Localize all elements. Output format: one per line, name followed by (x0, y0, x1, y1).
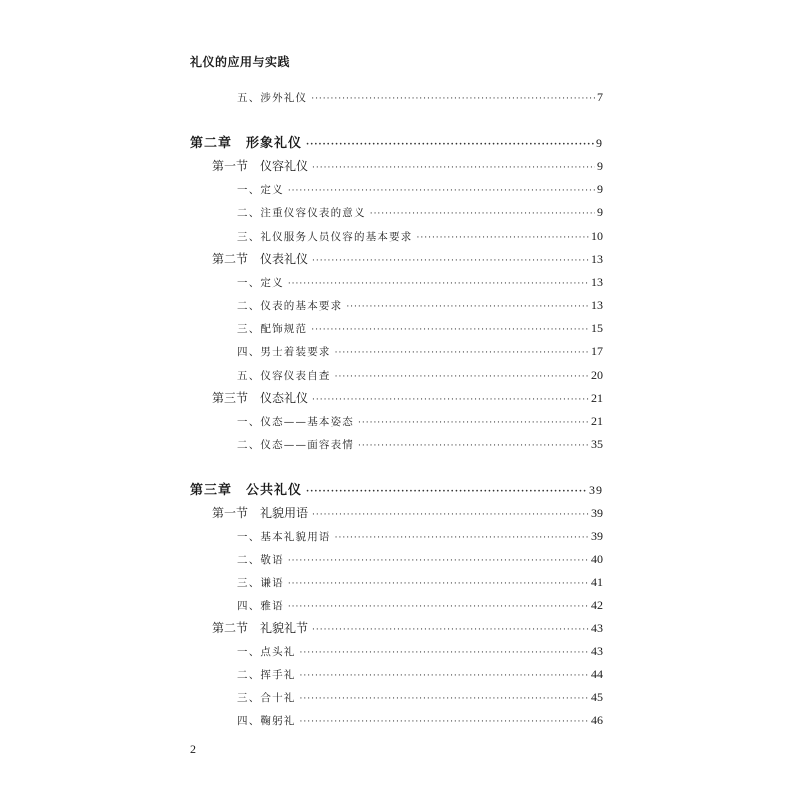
toc-section-label: 第二节 礼貌礼节 (212, 621, 309, 635)
toc-entry-page: 35 (591, 437, 603, 451)
toc-chapter (190, 479, 603, 501)
dot-leader (312, 250, 589, 272)
toc-chapter-page: 9 (596, 136, 603, 150)
toc-entry-page: 20 (591, 368, 603, 382)
toc-entry (237, 364, 603, 386)
page-number: 2 (190, 742, 196, 756)
dot-leader (300, 642, 590, 664)
toc-entry-page: 44 (591, 667, 603, 681)
toc-entry-label: 一、点头礼 (237, 646, 296, 658)
toc-entry-label: 四、雅语 (237, 600, 284, 612)
toc-entry (237, 225, 603, 247)
dot-leader (370, 203, 595, 225)
toc-section (212, 387, 603, 409)
toc-entry-page: 39 (591, 529, 603, 543)
toc-entry (237, 433, 603, 455)
toc-entry-page: 40 (591, 552, 603, 566)
toc-entry-label: 三、礼仪服务人员仪容的基本要求 (237, 231, 413, 243)
toc-entry-page: 45 (591, 690, 603, 704)
toc-chapter-label: 第二章 形象礼仪 (190, 136, 303, 151)
toc-entry (237, 663, 603, 685)
dot-leader (288, 573, 589, 595)
dot-leader (312, 389, 589, 411)
toc-section-page: 43 (591, 621, 603, 635)
toc-entry-label: 四、男士着装要求 (237, 346, 331, 358)
toc-entry (237, 709, 603, 731)
dot-leader (306, 481, 587, 503)
toc-entry-page: 43 (591, 644, 603, 658)
toc-entry-page: 21 (591, 414, 603, 428)
dot-leader (335, 527, 589, 549)
toc-section-page: 21 (591, 391, 603, 405)
dot-leader (288, 180, 595, 202)
dot-leader (300, 688, 590, 710)
toc-entry (237, 317, 603, 339)
toc-entry-label: 一、基本礼貌用语 (237, 531, 331, 543)
toc-section-label: 第三节 仪态礼仪 (212, 391, 309, 405)
toc-section-page: 13 (591, 252, 603, 266)
dot-leader (300, 711, 590, 733)
dot-leader (335, 366, 589, 388)
toc-entry (237, 271, 603, 293)
toc-entry-label: 二、挥手礼 (237, 669, 296, 681)
toc-entry-label: 三、谦语 (237, 577, 284, 589)
toc-entry (237, 640, 603, 662)
toc-entry (237, 178, 603, 200)
dot-leader (358, 435, 589, 457)
dot-leader (346, 296, 589, 318)
dot-leader (288, 596, 589, 618)
toc-entry (237, 548, 603, 570)
toc-entry (237, 686, 603, 708)
dot-leader (311, 88, 595, 110)
toc-entry (237, 594, 603, 616)
toc-entry-page: 42 (591, 598, 603, 612)
toc-section-label: 第一节 仪容礼仪 (212, 159, 309, 173)
dot-leader (358, 412, 589, 434)
toc-entry-label: 五、涉外礼仪 (237, 92, 308, 104)
toc-entry (237, 410, 603, 432)
running-head-title: 礼仪的应用与实践 (190, 55, 291, 69)
toc-chapter-page: 39 (589, 483, 603, 497)
toc-entry (237, 525, 603, 547)
toc-entry-label: 五、仪容仪表自查 (237, 370, 331, 382)
toc-section-label: 第一节 礼貌用语 (212, 506, 309, 520)
toc-entry-page: 10 (591, 229, 603, 243)
toc-entry-label: 二、注重仪容仪表的意义 (237, 207, 366, 219)
toc-section-page: 9 (597, 159, 603, 173)
dot-leader (306, 134, 594, 156)
toc-entry-label: 三、配饰规范 (237, 323, 308, 335)
toc-entry-label: 一、定义 (237, 184, 284, 196)
toc-entry (237, 571, 603, 593)
toc-entry-page: 41 (591, 575, 603, 589)
dot-leader (300, 665, 590, 687)
dot-leader (312, 157, 595, 179)
toc-entry (237, 201, 603, 223)
toc-entry-label: 二、仪态——面容表情 (237, 439, 354, 451)
toc-section-label: 第二节 仪表礼仪 (212, 252, 309, 266)
toc-entry-label: 一、定义 (237, 277, 284, 289)
toc-entry-page: 15 (591, 321, 603, 335)
toc-entry (237, 294, 603, 316)
toc-entry (237, 86, 603, 108)
toc-section (212, 502, 603, 524)
toc-section (212, 155, 603, 177)
dot-leader (312, 619, 589, 641)
toc-entry-label: 二、敬语 (237, 554, 284, 566)
dot-leader (288, 273, 589, 295)
toc-entry-label: 二、仪表的基本要求 (237, 300, 343, 312)
toc-entry-label: 一、仪态——基本姿态 (237, 416, 354, 428)
toc-chapter (190, 132, 603, 154)
toc-entry-page: 9 (597, 182, 603, 196)
toc-section-page: 39 (591, 506, 603, 520)
dot-leader (311, 319, 589, 341)
toc-entry-label: 四、鞠躬礼 (237, 715, 296, 727)
dot-leader (417, 227, 590, 249)
toc-entry-page: 7 (597, 90, 603, 104)
toc-entry-label: 三、合十礼 (237, 692, 296, 704)
toc-chapter-label: 第三章 公共礼仪 (190, 483, 303, 498)
toc-section (212, 617, 603, 639)
dot-leader (312, 504, 589, 526)
dot-leader (288, 550, 589, 572)
dot-leader (335, 342, 589, 364)
toc-entry (237, 340, 603, 362)
toc-entry-page: 17 (591, 344, 603, 358)
toc-entry-page: 9 (597, 205, 603, 219)
toc-entry-page: 13 (591, 275, 603, 289)
toc-entry-page: 46 (591, 713, 603, 727)
toc-section (212, 248, 603, 270)
toc-entry-page: 13 (591, 298, 603, 312)
